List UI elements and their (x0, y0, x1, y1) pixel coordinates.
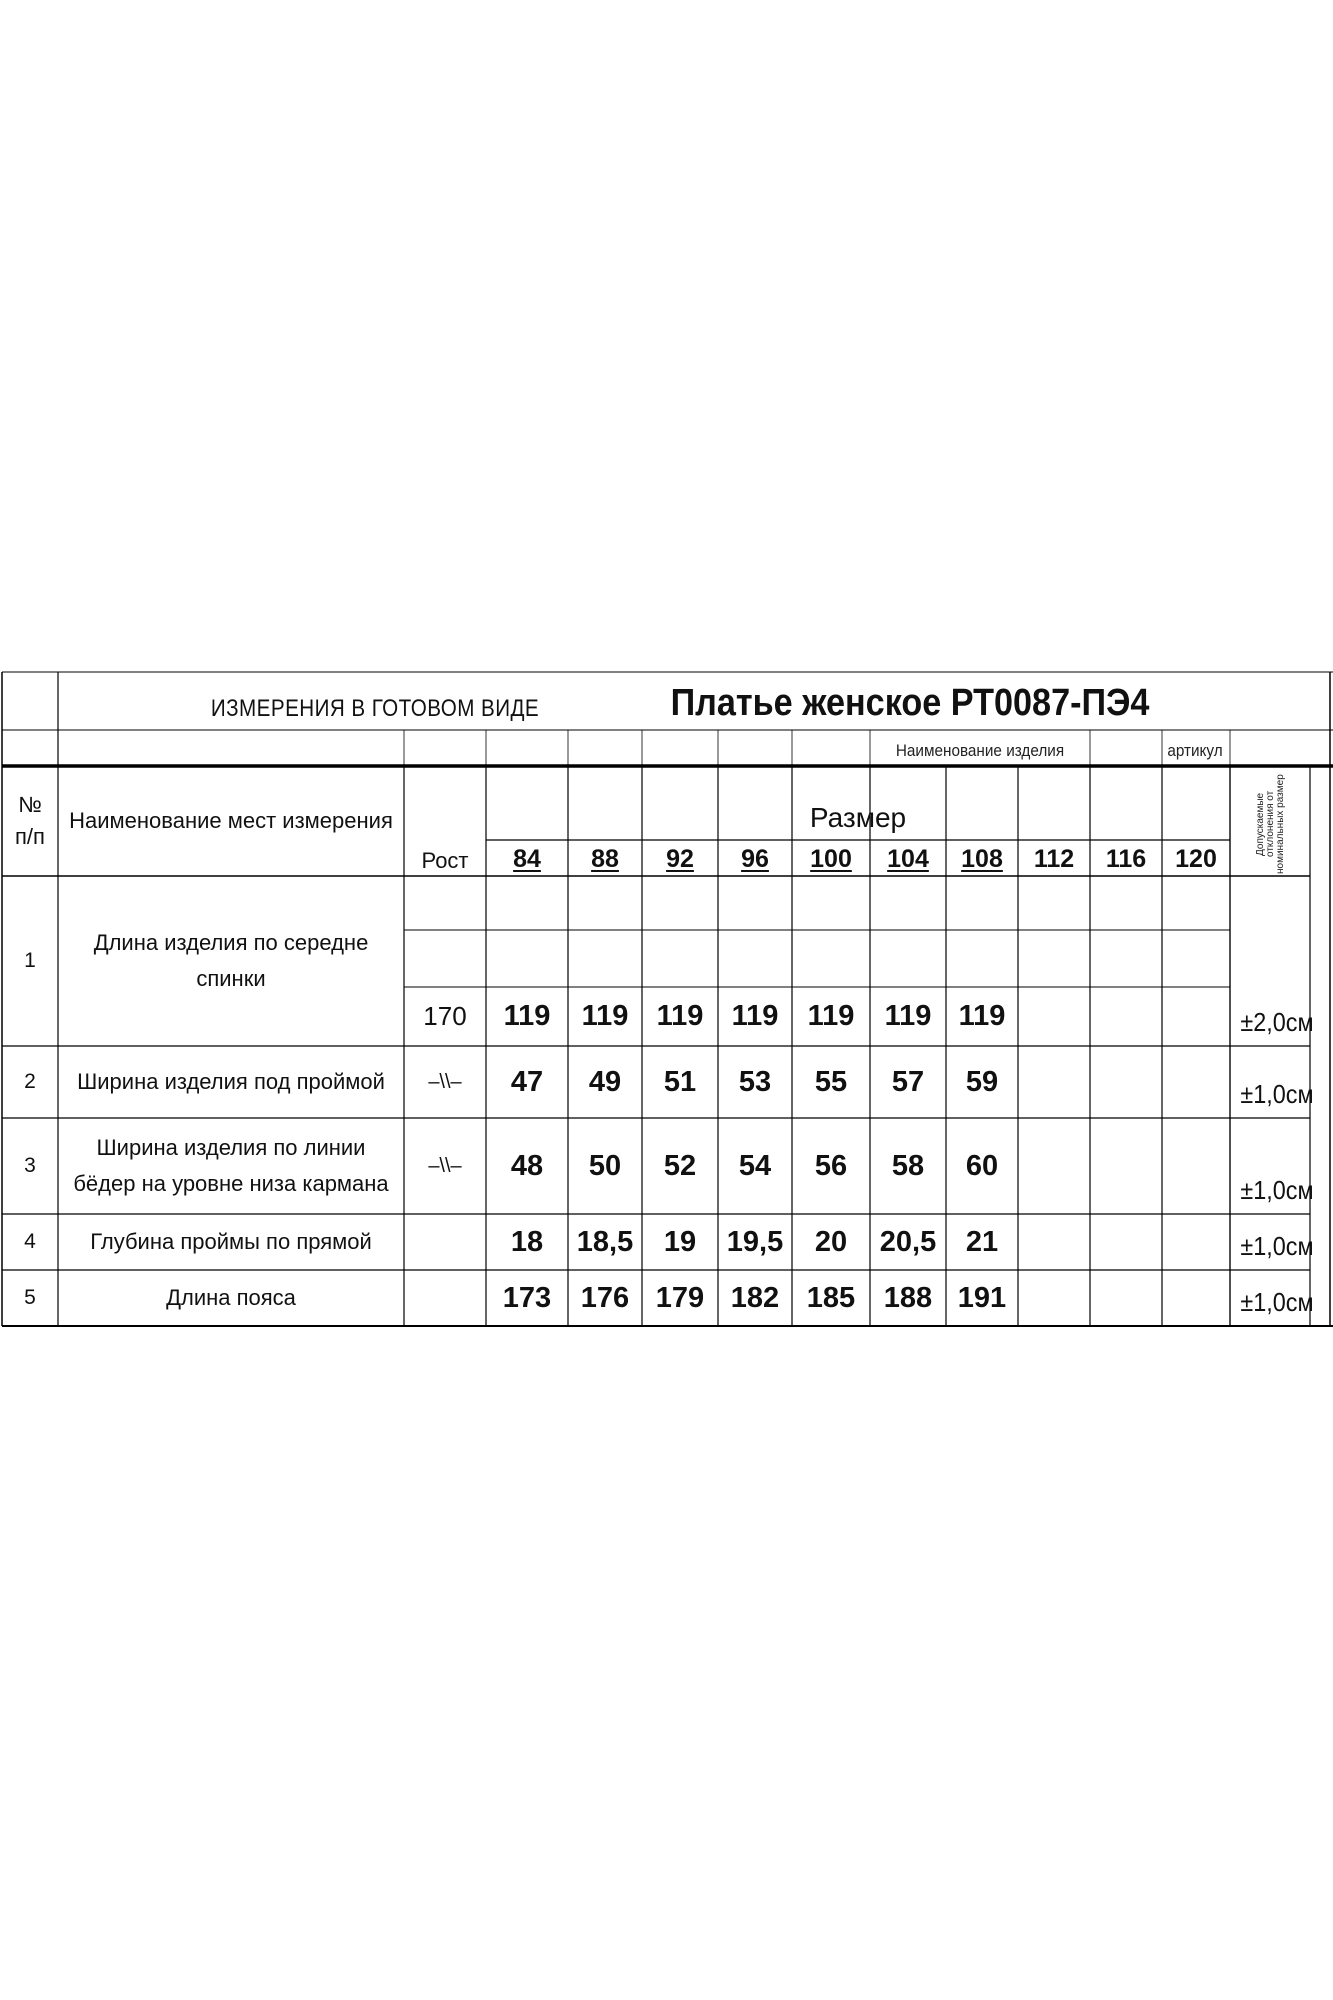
tolerance-value: ±1,0см (1240, 1078, 1314, 1109)
measurement-value: 119 (807, 1000, 855, 1032)
measurement-value: 119 (503, 1000, 551, 1032)
tolerance-value: ±1,0см (1240, 1230, 1314, 1261)
measurement-value (1162, 1046, 1230, 1118)
measurement-value: 119 (731, 1000, 779, 1032)
size-header-100: 100 (810, 844, 852, 873)
size-header-92: 92 (666, 844, 694, 873)
height-value (404, 1270, 486, 1326)
measurement-value: 58 (891, 1149, 925, 1182)
measurement-value: 48 (510, 1149, 544, 1182)
measurement-value (1162, 987, 1230, 1046)
height-value: 170 (423, 1001, 467, 1031)
measurement-value (1162, 1118, 1230, 1214)
measurement-name: Длина изделия по середне спинки (93, 930, 369, 991)
measurement-value: 18,5 (576, 1225, 634, 1258)
tolerance-value: ±2,0см (1240, 1006, 1314, 1037)
row-number: 1 (24, 949, 36, 972)
size-header-104: 104 (887, 844, 929, 873)
measurement-name: Глубина проймы по прямой (90, 1229, 372, 1254)
measurement-value (1018, 1270, 1090, 1326)
measurement-name: Ширина изделия под проймой (77, 1069, 385, 1094)
measurement-value: 57 (891, 1065, 925, 1098)
measurement-value: 119 (884, 1000, 932, 1032)
size-header-116: 116 (1105, 844, 1147, 873)
measurement-name: Ширина изделия по линии бёдер на уровне низа кармана (73, 1135, 389, 1196)
measurement-value: 59 (965, 1065, 999, 1098)
row-number: 4 (24, 1230, 36, 1253)
measurement-value: 176 (580, 1281, 630, 1314)
measurement-value (1018, 987, 1090, 1046)
measurement-value: 54 (738, 1149, 772, 1182)
measurement-value: 19,5 (726, 1225, 784, 1258)
measurement-value (1162, 1214, 1230, 1270)
size-header-96: 96 (741, 844, 769, 873)
height-value (404, 1214, 486, 1270)
measurement-value (1090, 987, 1162, 1046)
measurement-value: 55 (814, 1065, 848, 1098)
size-caption: Размер (809, 802, 907, 833)
measurement-value: 182 (730, 1281, 780, 1314)
product-title: Платье женское РТ0087-ПЭ4 (670, 681, 1150, 724)
measurement-value: 179 (655, 1281, 705, 1314)
size-header-120: 120 (1175, 844, 1217, 873)
size-header-112: 112 (1033, 844, 1075, 873)
measurement-value: 52 (663, 1149, 697, 1182)
measurement-value: 47 (510, 1065, 544, 1098)
column-number-header: № п/п (15, 792, 45, 849)
measurement-value (1018, 1118, 1090, 1214)
measurement-value: 60 (965, 1149, 999, 1182)
size-header-88: 88 (591, 844, 619, 873)
measurement-value: 21 (965, 1225, 999, 1258)
tolerance-value: ±1,0см (1240, 1174, 1314, 1205)
measurement-value: 188 (883, 1281, 933, 1314)
measurement-value: 56 (814, 1149, 848, 1182)
measurement-value: 18 (510, 1225, 544, 1258)
measurement-value (1162, 1270, 1230, 1326)
measurement-value: 20,5 (879, 1225, 937, 1258)
name-caption: Наименование изделия (895, 741, 1065, 760)
measurement-value: 191 (957, 1281, 1007, 1314)
measurement-value: 53 (738, 1065, 772, 1098)
size-header-108: 108 (961, 844, 1003, 873)
measurement-value: 50 (588, 1149, 622, 1182)
article-caption: артикул (1167, 741, 1223, 760)
measurement-value (1018, 1046, 1090, 1118)
column-height-header: Рост (421, 848, 469, 873)
row-number: 5 (24, 1286, 36, 1309)
measurement-value: 119 (581, 1000, 629, 1032)
measurement-value: 119 (958, 1000, 1006, 1032)
measurement-value (1090, 1046, 1162, 1118)
height-value: –\\– (428, 1154, 462, 1177)
measurement-value (1090, 1270, 1162, 1326)
column-name-header: Наименование мест измерения (69, 808, 393, 833)
row-number: 3 (24, 1154, 36, 1177)
height-value: –\\– (428, 1070, 462, 1093)
measurement-value: 119 (656, 1000, 704, 1032)
measurement-value: 51 (663, 1065, 697, 1098)
size-header-84: 84 (513, 844, 541, 873)
measurement-value: 173 (502, 1281, 552, 1314)
row-number: 2 (24, 1070, 36, 1093)
tolerance-header: Допускаемые отклонения от номинальных размер (1255, 774, 1286, 874)
measurement-name: Длина пояса (166, 1285, 296, 1310)
measurement-value: 49 (588, 1065, 622, 1098)
measurement-value: 185 (806, 1281, 856, 1314)
measurement-value (1090, 1118, 1162, 1214)
tolerance-value: ±1,0см (1240, 1286, 1314, 1317)
measurement-value: 20 (814, 1225, 848, 1258)
measurement-value (1018, 1214, 1090, 1270)
header-caption: ИЗМЕРЕНИЯ В ГОТОВОМ ВИДЕ (210, 695, 540, 722)
measurement-value: 19 (663, 1225, 697, 1258)
measurement-value (1090, 1214, 1162, 1270)
